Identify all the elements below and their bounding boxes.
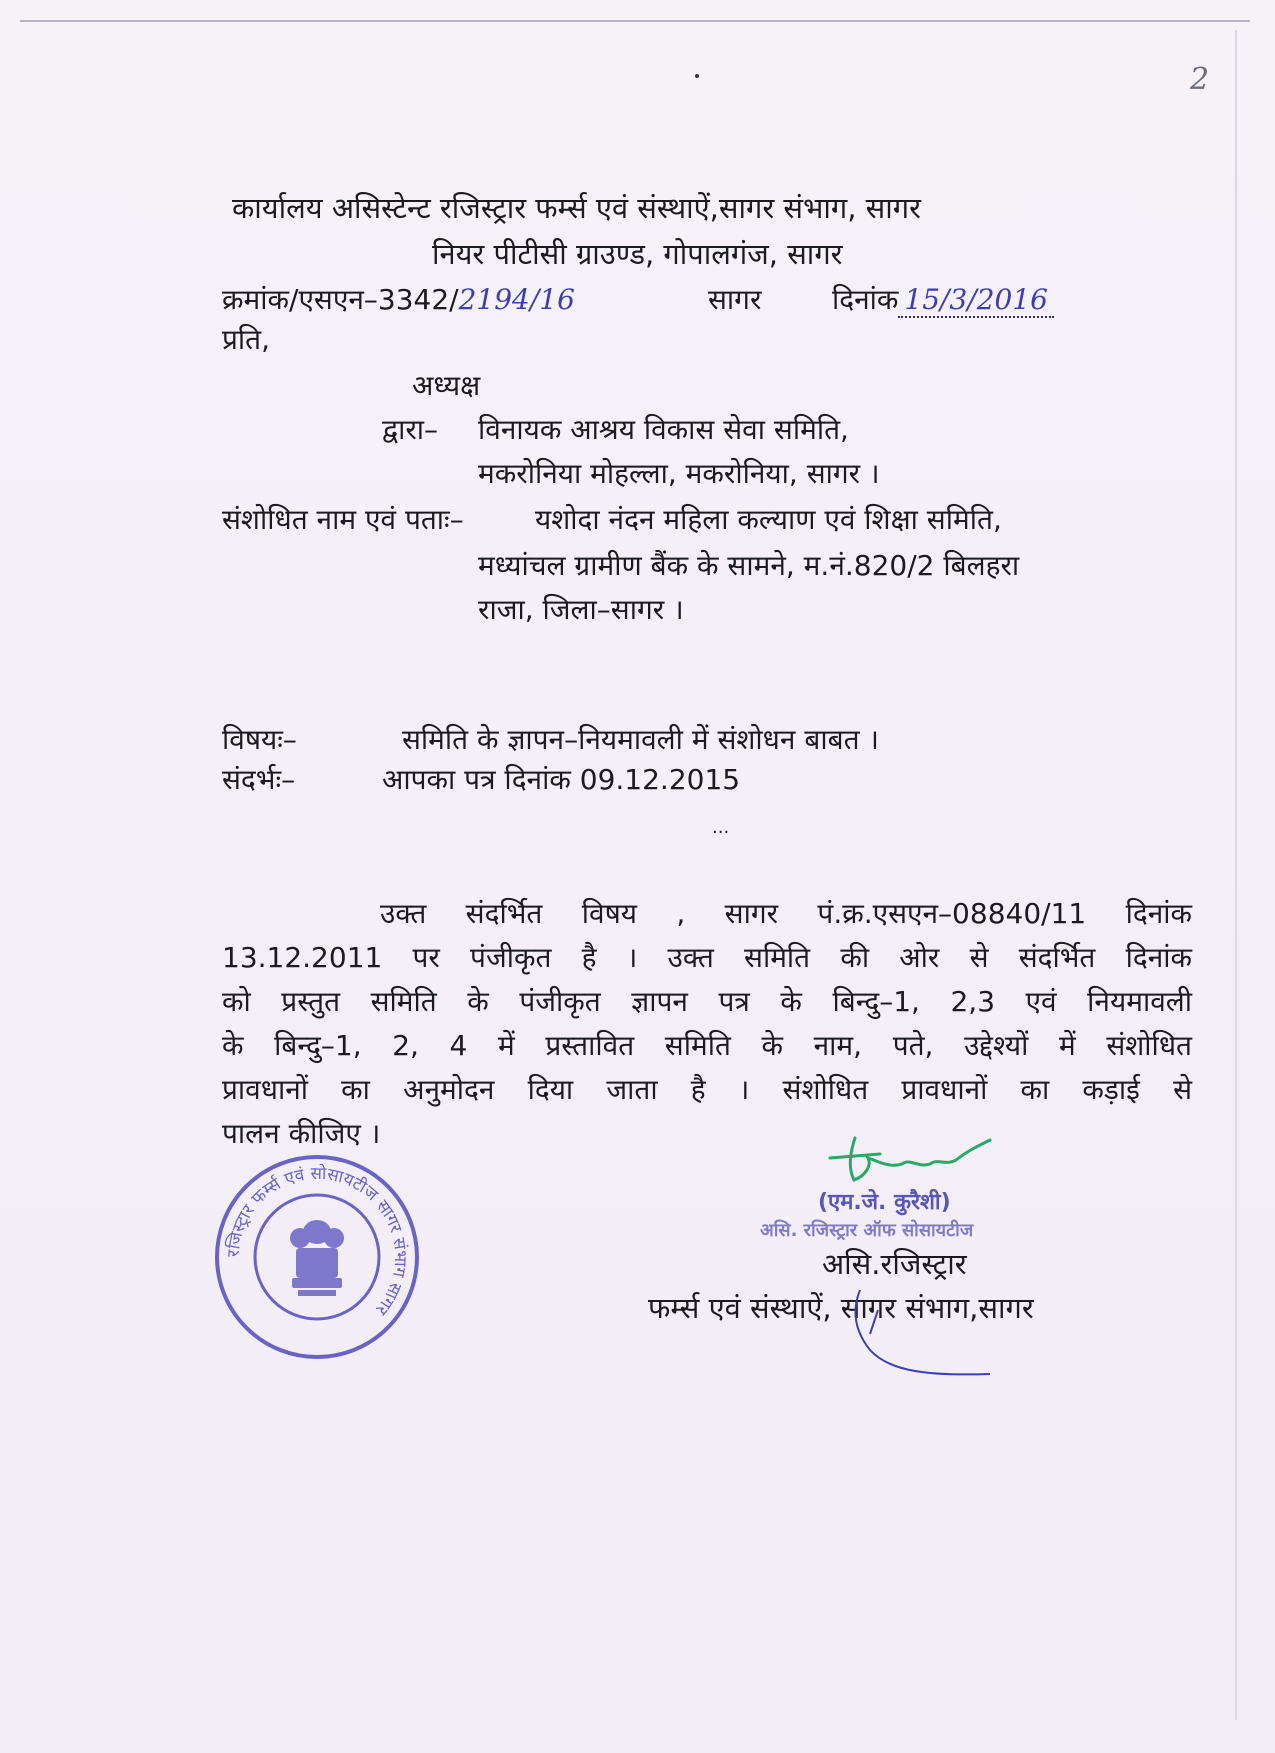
body-line-1: उक्त संदर्भित विषय , सागर पं.क्र.एसएन–08840/11 दिनांक bbox=[380, 897, 1192, 930]
body-line-3: को प्रस्तुत समिति के पंजीकृत ज्ञापन पत्र के बिन्दु–1, 2,3 एवं नियमावली bbox=[222, 985, 1192, 1018]
revised-line-2: मध्यांचल ग्रामीण बैंक के सामने, म.नं.820/2 बिलहरा bbox=[478, 549, 1020, 582]
seal-ring-text: रजिस्ट्रार फर्म्स एवं सोसायटीज सागर संभाग सागर bbox=[223, 1163, 411, 1319]
body-line-6: पालन कीजिए । bbox=[222, 1117, 381, 1150]
body-line-4: के बिन्दु–1, 2, 4 में प्रस्तावित समिति के नाम, पते, उद्देश्यों में संशोधित bbox=[222, 1029, 1192, 1062]
recipient-title: अध्यक्ष bbox=[412, 369, 481, 402]
reference-text: आपका पत्र दिनांक 09.12.2015 bbox=[382, 763, 741, 796]
reference-handwritten: 2194/16 bbox=[458, 283, 575, 316]
revised-line-1: यशोदा नंदन महिला कल्याण एवं शिक्षा समिति, bbox=[535, 503, 1002, 536]
date-handwritten: 15/3/2016 bbox=[898, 283, 1054, 318]
pen-stroke-icon bbox=[840, 1290, 1000, 1380]
subject-label: विषयः– bbox=[222, 723, 297, 756]
official-seal-icon bbox=[212, 1152, 422, 1362]
reference-label: संदर्भः– bbox=[222, 763, 296, 796]
to-label: प्रति, bbox=[222, 323, 271, 356]
designation-stamp: असि. रजिस्ट्रार ऑफ सोसायटीज bbox=[760, 1220, 974, 1241]
ellipsis: ... bbox=[712, 817, 730, 838]
body-line-5: प्रावधानों का अनुमोदन दिया जाता है । संशोधित प्रावधानों का कड़ाई से bbox=[222, 1073, 1192, 1106]
revised-line-3: राजा, जिला–सागर । bbox=[478, 593, 684, 626]
reference-number bbox=[222, 282, 575, 318]
office-heading: कार्यालय असिस्टेन्ट रजिस्ट्रार फर्म्स एवं संस्थाऐं,सागर संभाग, सागर bbox=[232, 191, 921, 225]
paper-edge bbox=[20, 20, 1250, 22]
signatory-designation: असि.रजिस्ट्रार bbox=[822, 1247, 967, 1281]
via-line-2: मकरोनिया मोहल्ला, मकरोनिया, सागर । bbox=[478, 457, 880, 490]
reference-prefix: क्रमांक/एसएन–3342/ bbox=[222, 283, 459, 316]
via-line-1: विनायक आश्रय विकास सेवा समिति, bbox=[478, 413, 849, 446]
via-label: द्वारा– bbox=[382, 413, 439, 446]
page-number: 2 bbox=[1190, 62, 1210, 97]
paper-edge-right bbox=[1235, 30, 1237, 1720]
signature-icon bbox=[820, 1128, 1010, 1188]
reference-place: सागर bbox=[708, 283, 762, 316]
date-label: दिनांक bbox=[832, 283, 899, 316]
signatory-office: फर्म्स एवं संस्थाऐं, सागर संभाग,सागर bbox=[648, 1291, 1034, 1325]
officer-name-stamp: (एम.जे. कुरैशी) bbox=[818, 1190, 951, 1215]
speck bbox=[695, 74, 699, 78]
body-line-2: 13.12.2011 पर पंजीकृत है । उक्त समिति की ओर से संदर्भित दिनांक bbox=[222, 941, 1192, 974]
office-address: नियर पीटीसी ग्राउण्ड, गोपालगंज, सागर bbox=[432, 237, 843, 271]
revised-label: संशोधित नाम एवं पताः– bbox=[222, 503, 464, 536]
reference-date bbox=[832, 282, 1054, 318]
subject-text: समिति के ज्ञापन–नियमावली में संशोधन बाबत । bbox=[402, 723, 880, 756]
